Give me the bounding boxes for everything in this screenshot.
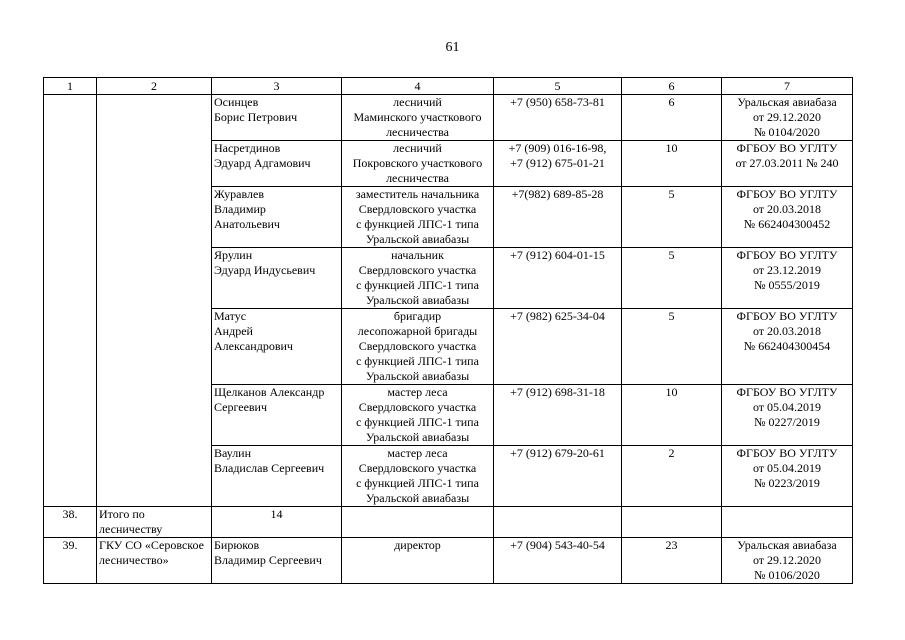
col-num-6: 6 — [622, 78, 722, 95]
count-cell: 23 — [622, 538, 722, 584]
position-cell: заместитель начальника Свердловского участка с функцией ЛПС-1 типа Уральской авиабазы — [342, 187, 494, 248]
count-cell: 10 — [622, 385, 722, 446]
name-cell: Матус Андрей Александрович — [212, 309, 342, 385]
total-row-number: 38. — [44, 507, 97, 538]
phone-cell: +7 (912) 698-31-18 — [494, 385, 622, 446]
doc-cell: ФГБОУ ВО УГЛТУ от 20.03.2018 № 662404300454 — [722, 309, 853, 385]
name-cell: Насретдинов Эдуард Адгамович — [212, 141, 342, 187]
count-cell: 5 — [622, 248, 722, 309]
doc-cell: Уральская авиабаза от 29.12.2020 № 0106/2020 — [722, 538, 853, 584]
name-cell: Бирюков Владимир Сергеевич — [212, 538, 342, 584]
doc-cell: ФГБОУ ВО УГЛТУ от 23.12.2019 № 0555/2019 — [722, 248, 853, 309]
phone-cell: +7 (912) 679-20-61 — [494, 446, 622, 507]
col-num-1: 1 — [44, 78, 97, 95]
col-num-4: 4 — [342, 78, 494, 95]
position-cell: мастер леса Свердловского участка с функцией ЛПС-1 типа Уральской авиабазы — [342, 385, 494, 446]
name-cell: Осинцев Борис Петрович — [212, 95, 342, 141]
position-cell: лесничий Маминского участкового лесничества — [342, 95, 494, 141]
forestry-staff-table — [43, 77, 853, 584]
doc-cell: Уральская авиабаза от 29.12.2020 № 0104/2020 — [722, 95, 853, 141]
position-cell: мастер леса Свердловского участка с функцией ЛПС-1 типа Уральской авиабазы — [342, 446, 494, 507]
empty-cell — [622, 507, 722, 538]
position-cell: директор — [342, 538, 494, 584]
count-cell: 10 — [622, 141, 722, 187]
total-row-label: Итого по лесничеству — [97, 507, 212, 538]
org-cell: ГКУ СО «Серовское лесничество» — [97, 538, 212, 584]
phone-cell: +7 (982) 625-34-04 — [494, 309, 622, 385]
doc-cell: ФГБОУ ВО УГЛТУ от 27.03.2011 № 240 — [722, 141, 853, 187]
count-cell: 6 — [622, 95, 722, 141]
name-cell: Ваулин Владислав Сергеевич — [212, 446, 342, 507]
phone-cell: +7 (950) 658-73-81 — [494, 95, 622, 141]
count-cell: 5 — [622, 187, 722, 248]
col-num-3: 3 — [212, 78, 342, 95]
table-row — [44, 95, 853, 141]
phone-cell: +7 (909) 016-16-98, +7 (912) 675-01-21 — [494, 141, 622, 187]
phone-cell: +7 (912) 604-01-15 — [494, 248, 622, 309]
position-cell: лесничий Покровского участкового лесничества — [342, 141, 494, 187]
count-cell: 2 — [622, 446, 722, 507]
position-cell: начальник Свердловского участка с функцией ЛПС-1 типа Уральской авиабазы — [342, 248, 494, 309]
empty-cell — [342, 507, 494, 538]
col-num-7: 7 — [722, 78, 853, 95]
count-cell: 5 — [622, 309, 722, 385]
org-cell-merged — [97, 95, 212, 507]
doc-cell: ФГБОУ ВО УГЛТУ от 05.04.2019 № 0227/2019 — [722, 385, 853, 446]
empty-cell — [494, 507, 622, 538]
doc-cell: ФГБОУ ВО УГЛТУ от 05.04.2019 № 0223/2019 — [722, 446, 853, 507]
page-number: 61 — [445, 40, 460, 55]
position-cell: бригадир лесопожарной бригады Свердловского участка с функцией ЛПС-1 типа Уральской авиабазы — [342, 309, 494, 385]
doc-cell: ФГБОУ ВО УГЛТУ от 20.03.2018 № 662404300452 — [722, 187, 853, 248]
row-number: 39. — [44, 538, 97, 584]
phone-cell: +7 (904) 543-40-54 — [494, 538, 622, 584]
index-cell-merged — [44, 95, 97, 507]
table-row — [44, 538, 853, 584]
name-cell: Ярулин Эдуард Индусьевич — [212, 248, 342, 309]
total-row — [44, 507, 853, 538]
col-num-2: 2 — [97, 78, 212, 95]
column-number-row — [44, 78, 853, 95]
total-row-value: 14 — [212, 507, 342, 538]
name-cell: Щелканов Александр Сергеевич — [212, 385, 342, 446]
empty-cell — [722, 507, 853, 538]
col-num-5: 5 — [494, 78, 622, 95]
name-cell: Журавлев Владимир Анатольевич — [212, 187, 342, 248]
phone-cell: +7(982) 689-85-28 — [494, 187, 622, 248]
